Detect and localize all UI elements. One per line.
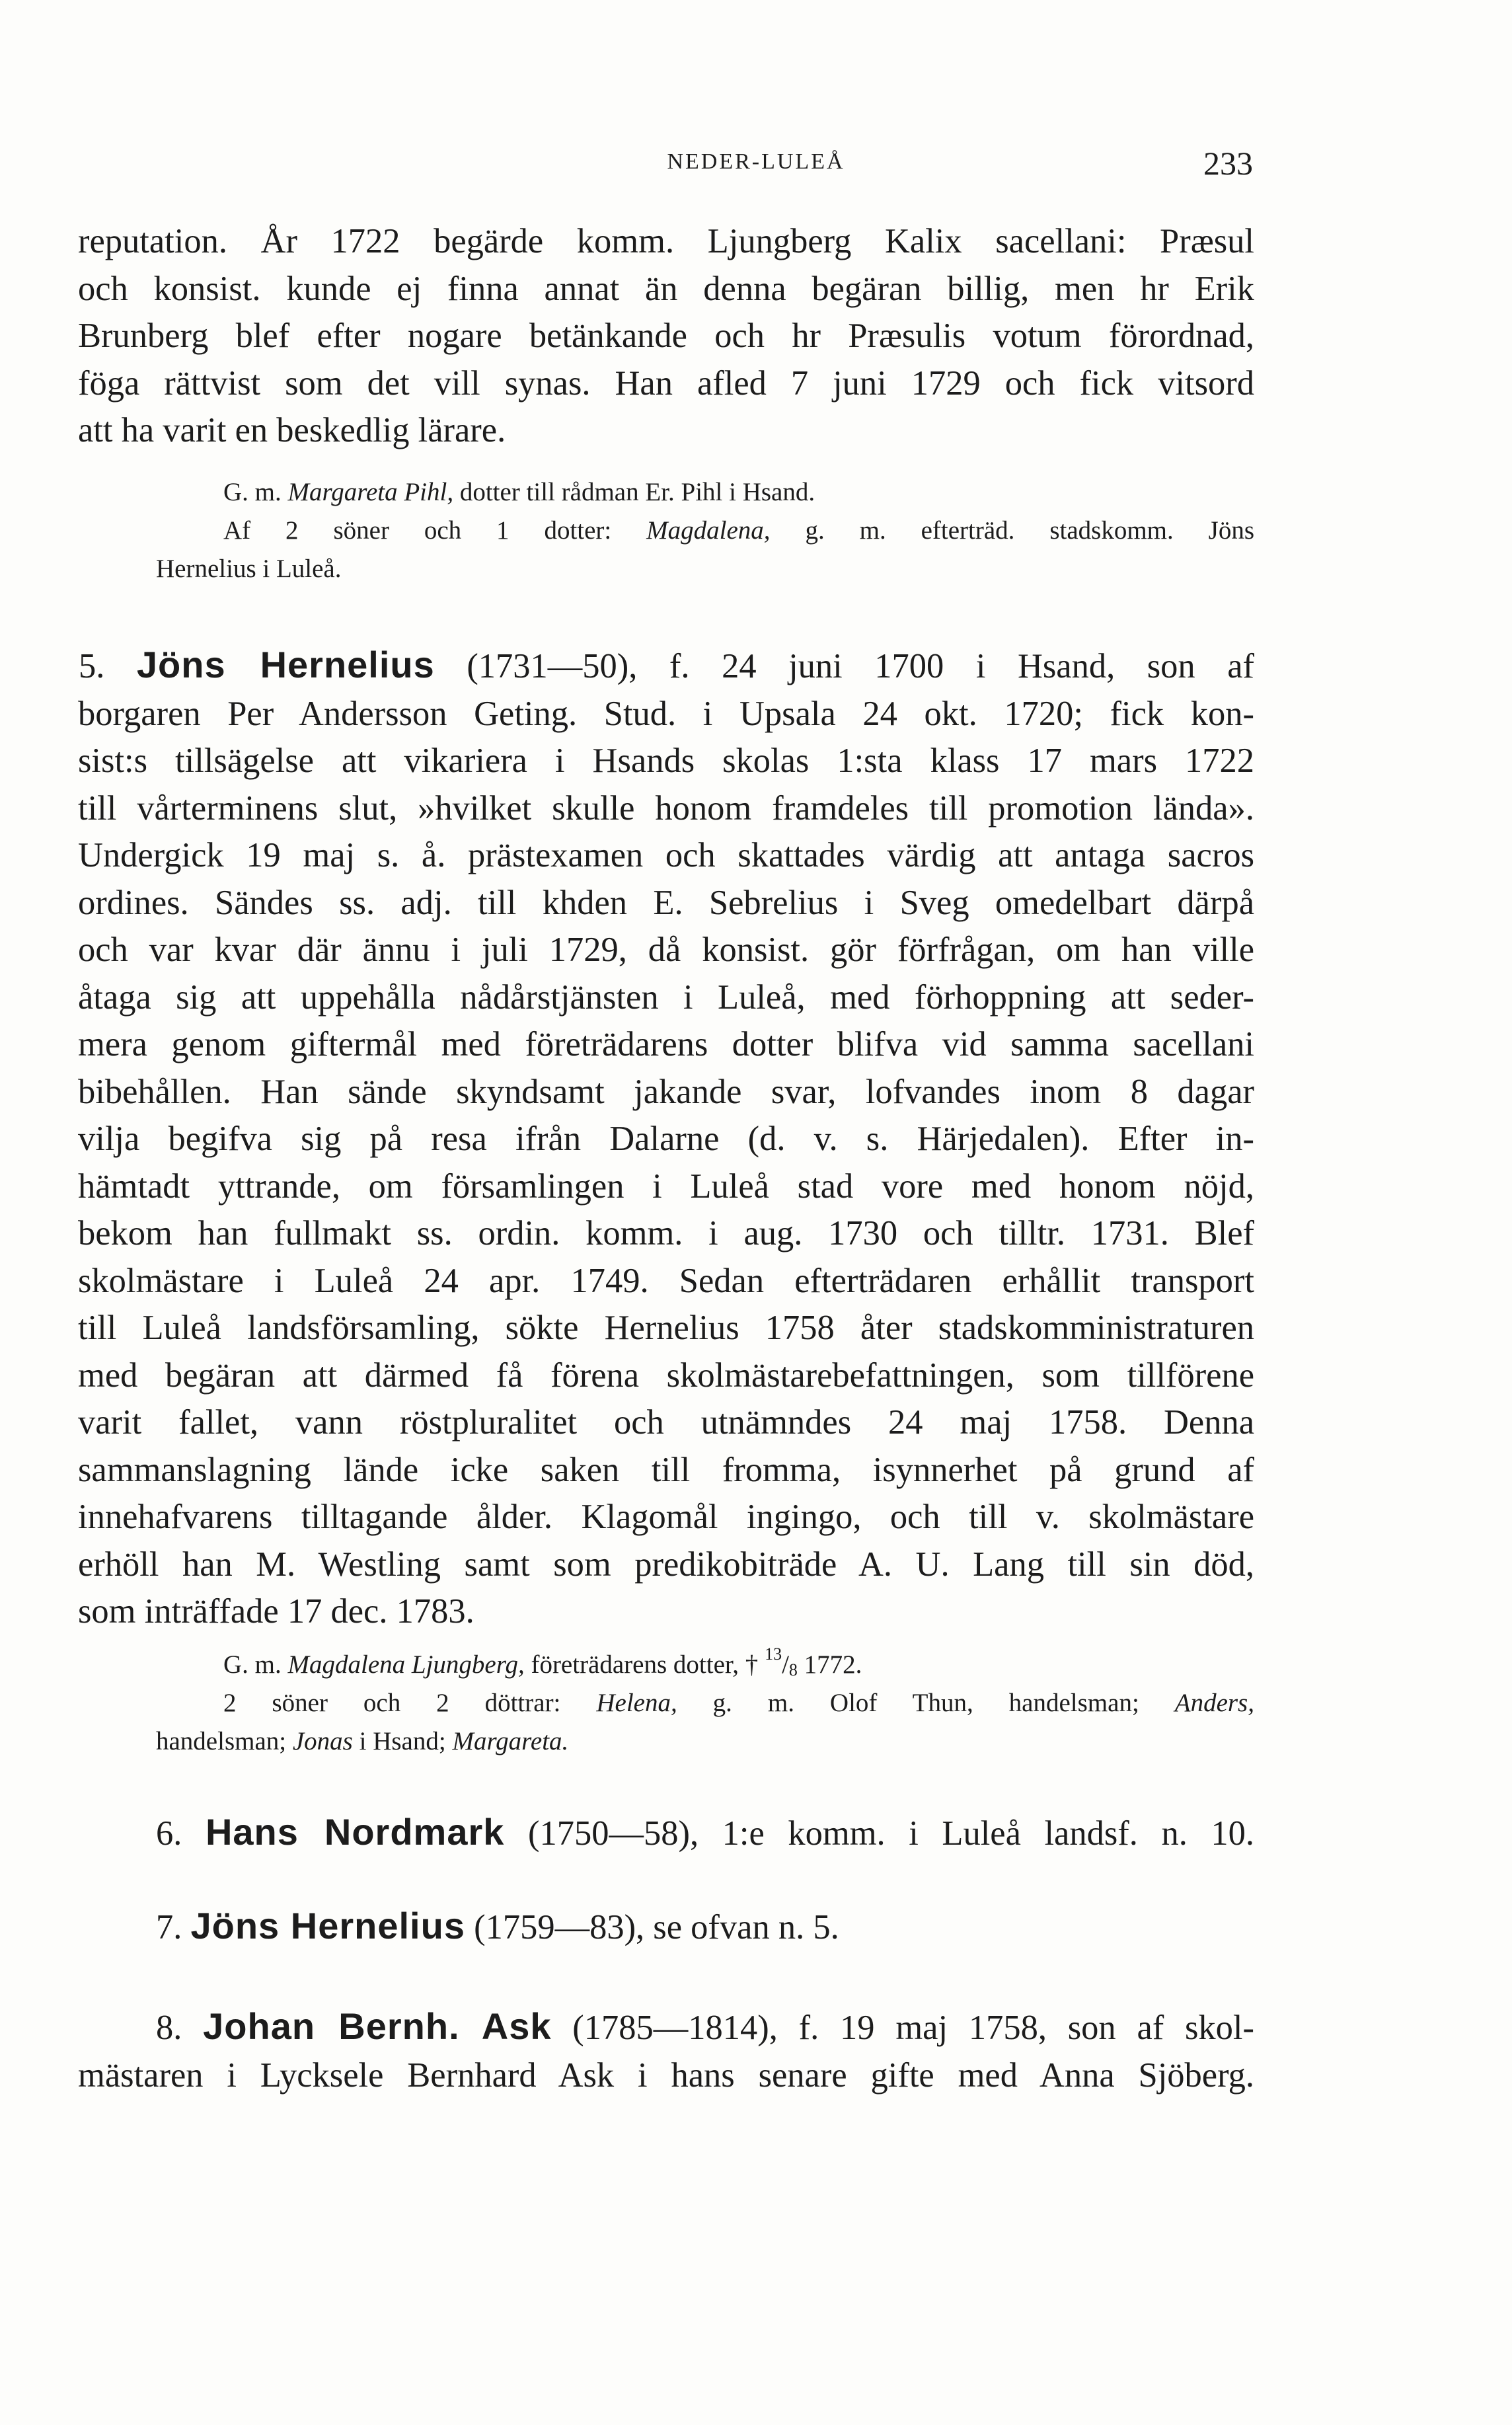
text-line: bibehållen. Han sände skyndsamt jakande svar, lofvandes inom 8 dagar [78, 1072, 1254, 1111]
text-line: varit fallet, vann röstpluralitet och utnämndes 24 maj 1758. Denna [78, 1403, 1254, 1442]
entry-number: 5. [79, 647, 105, 685]
text-line: bekom han fullmakt ss. ordin. komm. i aug. 1730 och tilltr. 1731. Blef [78, 1214, 1254, 1252]
text-line: sist:s tillsägelse att vikariera i Hsands skolas 1:sta klass 17 mars 1722 [78, 742, 1254, 780]
entry-name: Jöns Hernelius [190, 1905, 465, 1946]
child-name: Helena, [596, 1689, 677, 1717]
text-line: och konsist. kunde ej finna annat än denna begäran billig, men hr Erik [78, 269, 1254, 308]
entry-5 [78, 641, 1254, 1636]
child-name: Anders, [1174, 1689, 1254, 1717]
gm-prefix: G. m. [223, 1650, 282, 1679]
entry-name: Johan Bernh. Ask [203, 2005, 552, 2047]
text-line: till vårterminens slut, »hvilket skulle honom framdeles till promotion lända». [78, 789, 1254, 828]
text-line: mästaren i Lycksele Bernhard Ask i hans senare gifte med Anna Sjöberg. [78, 2056, 1254, 2095]
child-detail: g. m. Olof Thun, handelsman; [712, 1689, 1139, 1717]
text-line: sammanslagning lände icke saken till fromma, isynnerhet på grund af [78, 1450, 1254, 1489]
children-prefix: 2 söner och 2 döttrar: [223, 1689, 561, 1717]
entry-6 [156, 1808, 1254, 1858]
child-name: Jonas [292, 1727, 353, 1755]
text-line: föga rättvist som det vill synas. Han afled 7 juni 1729 och fick vitsord [78, 364, 1254, 403]
entry-name: Jöns Hernelius [136, 644, 435, 685]
text-line: att ha varit en beskedlig lärare. [78, 411, 506, 449]
note-line [223, 1684, 1254, 1722]
entry-7 [156, 1902, 1254, 1952]
text-line: reputation. År 1722 begärde komm. Ljungberg Kalix sacellani: Præsul [78, 222, 1254, 260]
text-line: mera genom giftermål med företrädarens dotter blifva vid samma sacellani [78, 1025, 1254, 1063]
entry-number: 7. [156, 1908, 182, 1946]
text-line: ordines. Sändes ss. adj. till khden E. Sebrelius i Sveg omedelbart därpå [78, 883, 1254, 922]
entry-8 [78, 2003, 1254, 2099]
text-line: med begäran att därmed få förena skolmästarebefattningen, som tillförene [78, 1356, 1254, 1395]
marriage-note-1 [223, 473, 1254, 550]
text-line: till Luleå landsförsamling, sökte Hernelius 1758 åter stadskomministraturen [78, 1309, 1254, 1347]
child-name: Margareta. [452, 1727, 569, 1755]
note-line: G. m. Magdalena Ljungberg, företrädarens dotter, † $^{13}/_8$ 1772. [223, 1644, 862, 1679]
entry-number: 6. [156, 1814, 182, 1853]
entry-heading-line [78, 2003, 1254, 2052]
death-year: 1772. [804, 1650, 862, 1679]
entry-text: (1785—1814), f. 19 maj 1758, son af skol- [572, 2009, 1255, 2047]
note-line [223, 473, 1254, 512]
child-name: Magdalena, [646, 516, 771, 545]
paragraph-reputation [78, 218, 1254, 455]
children-prefix: Af 2 söner och 1 dotter: [223, 516, 612, 545]
note-line [156, 1722, 1253, 1761]
entry-heading-line [156, 1808, 1254, 1858]
text-line: Undergick 19 maj s. å. prästexamen och skattades värdig att antaga sacros [78, 836, 1254, 874]
marriage-note-2-cont [156, 1722, 1253, 1761]
running-head: NEDER-LULEÅ [667, 149, 845, 174]
text-line: hämtadt yttrande, om församlingen i Luleå stad vore med honom nöjd, [78, 1167, 1254, 1206]
note-line [223, 512, 1254, 550]
marriage-note-1-cont [156, 550, 1253, 588]
child-detail: i Hsand; [359, 1727, 446, 1755]
death-day: 13 [765, 1644, 782, 1664]
entry-text: (1759—83), se ofvan n. 5. [474, 1908, 839, 1946]
entry-heading-line [78, 641, 1254, 691]
text-line: som inträffade 17 dec. 1783. [78, 1592, 474, 1631]
text-line: vilja begifva sig på resa ifrån Dalarne (d. v. s. Härjedalen). Efter in- [78, 1120, 1254, 1158]
text-line: erhöll han M. Westling samt som predikobiträde A. U. Lang till sin död, [78, 1545, 1254, 1584]
page-number: 233 [1203, 145, 1253, 182]
death-month: 8 [788, 1660, 798, 1679]
text-line: och var kvar där ännu i juli 1729, då konsist. gör förfrågan, om han ville [78, 931, 1254, 969]
text-line: borgaren Per Andersson Geting. Stud. i Upsala 24 okt. 1720; fick kon- [78, 694, 1254, 733]
spouse-detail: företrädarens dotter, † [531, 1650, 759, 1679]
marriage-note-2 [223, 1646, 1254, 1722]
spouse-name: Magdalena Ljungberg, [287, 1650, 525, 1679]
entry-heading-line [156, 1902, 1254, 1952]
children-detail: g. m. efterträd. stadskomm. Jöns [805, 516, 1255, 545]
note-line: Hernelius i Luleå. [156, 555, 342, 583]
entry-name: Hans Nordmark [205, 1811, 505, 1853]
child-detail: handelsman; [156, 1727, 287, 1755]
text-line: innehafvarens tilltagande ålder. Klagomål ingingo, och till v. skolmästare [78, 1498, 1254, 1536]
text-line: Brunberg blef efter nogare betänkande och hr Præsulis votum förordnad, [78, 317, 1254, 355]
gm-prefix: G. m. [223, 478, 282, 506]
spouse-detail: dotter till rådman Er. Pihl i Hsand. [459, 478, 815, 506]
entry-text: (1731—50), f. 24 juni 1700 i Hsand, son af [467, 647, 1254, 685]
entry-text: (1750—58), 1:e komm. i Luleå landsf. n. 10. [528, 1814, 1255, 1853]
text-line: skolmästare i Luleå 24 apr. 1749. Sedan efterträdaren erhållit transport [78, 1261, 1254, 1300]
spouse-name: Margareta Pihl, [287, 478, 454, 506]
text-line: åtaga sig att uppehålla nådårstjänsten i Luleå, med förhoppning att seder- [78, 978, 1254, 1017]
entry-number: 8. [156, 2009, 182, 2047]
